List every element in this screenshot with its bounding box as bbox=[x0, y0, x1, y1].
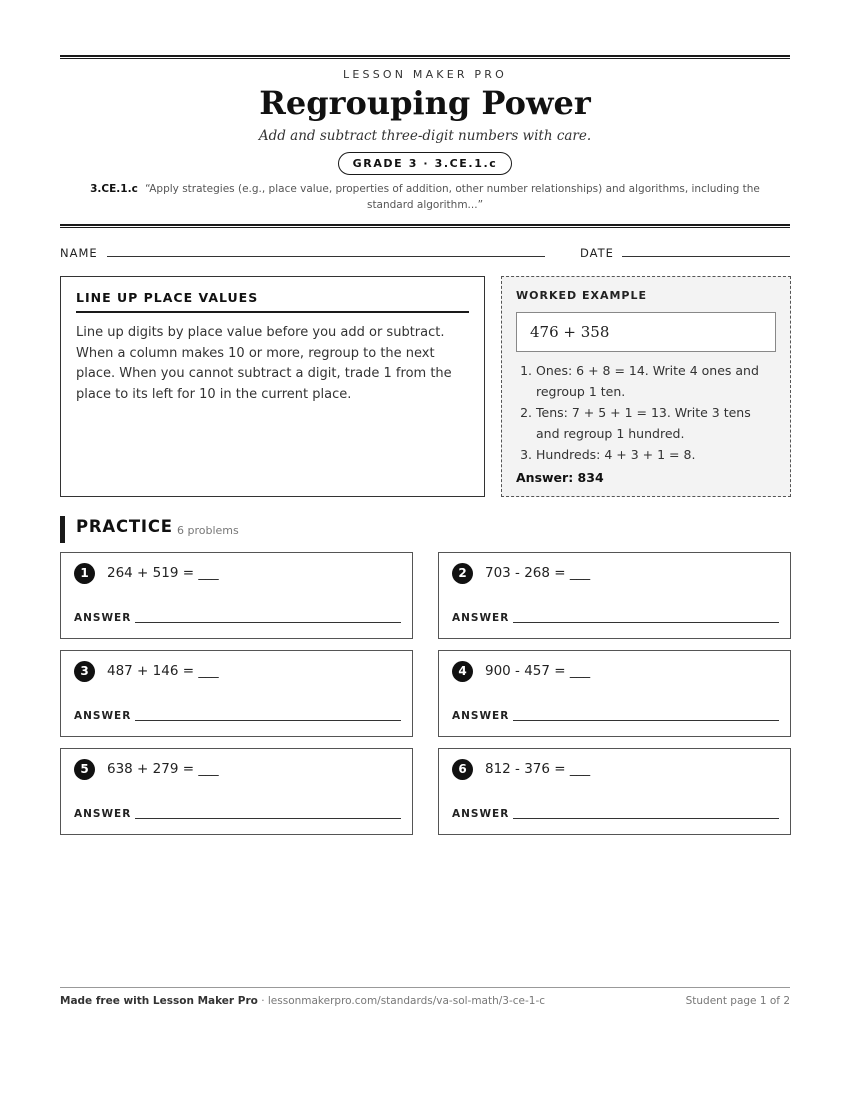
problem-number-badge: 3 bbox=[74, 661, 95, 682]
problem-number-badge: 1 bbox=[74, 563, 95, 584]
practice-count: 6 problems bbox=[177, 524, 239, 537]
answer-label: ANSWER bbox=[452, 808, 510, 820]
practice-heading: PRACTICE bbox=[76, 517, 173, 536]
footer-credit bbox=[60, 995, 545, 1007]
worksheet-title: Regrouping Power bbox=[259, 84, 591, 122]
problem-number-badge: 2 bbox=[452, 563, 473, 584]
concept-box bbox=[60, 276, 485, 497]
concept-body: Line up digits by place value before you add or subtract. When a column makes 10 or more, regroup to the next place. When you cannot subtract a digit, trade 1 from the place to its left for 10 in the current place. bbox=[76, 325, 452, 402]
problem-card bbox=[60, 552, 413, 639]
footer-rule bbox=[60, 987, 790, 988]
standard-description bbox=[80, 181, 770, 213]
problem-number-badge: 6 bbox=[452, 759, 473, 780]
standard-text: “Apply strategies (e.g., place value, properties of addition, other number relationships) and algorithms, including the standard algorithm...” bbox=[145, 183, 760, 211]
worked-example-step: 1. Ones: 6 + 8 = 14. Write 4 ones and regroup 1 ten. bbox=[536, 361, 776, 402]
problem-text: 703 - 268 = ___ bbox=[485, 565, 591, 581]
problem-card bbox=[438, 748, 791, 835]
grade-badge: GRADE 3 · 3.CE.1.c bbox=[338, 152, 513, 175]
problem-card bbox=[60, 748, 413, 835]
answer-label: ANSWER bbox=[452, 710, 510, 722]
problem-text: 638 + 279 = ___ bbox=[107, 761, 219, 777]
date-field[interactable] bbox=[622, 256, 790, 257]
footer-made-with: Made free with Lesson Maker Pro bbox=[60, 995, 258, 1007]
problem-number-badge: 4 bbox=[452, 661, 473, 682]
problem-text: 264 + 519 = ___ bbox=[107, 565, 219, 581]
answer-label: ANSWER bbox=[74, 710, 132, 722]
footer-page-number: Student page 1 of 2 bbox=[685, 995, 790, 1007]
problem-number-badge: 5 bbox=[74, 759, 95, 780]
grade-badge-wrap bbox=[60, 152, 790, 175]
problem-text: 487 + 146 = ___ bbox=[107, 663, 219, 679]
practice-accent-bar bbox=[60, 516, 65, 543]
name-label: NAME bbox=[60, 246, 98, 260]
worked-example-answer: Answer: 834 bbox=[516, 469, 604, 485]
answer-field[interactable] bbox=[513, 622, 779, 623]
standard-code: 3.CE.1.c bbox=[90, 183, 138, 195]
answer-field[interactable] bbox=[513, 818, 779, 819]
worked-example-heading: WORKED EXAMPLE bbox=[516, 289, 647, 302]
problem-card bbox=[438, 552, 791, 639]
problem-card bbox=[60, 650, 413, 737]
top-double-rule bbox=[60, 55, 790, 59]
worked-example-step: 2. Tens: 7 + 5 + 1 = 13. Write 3 tens and regroup 1 hundred. bbox=[536, 403, 776, 444]
worked-example-box bbox=[501, 276, 791, 497]
answer-field[interactable] bbox=[135, 818, 401, 819]
answer-label: ANSWER bbox=[452, 612, 510, 624]
date-label: DATE bbox=[580, 246, 614, 260]
footer-url[interactable]: · lessonmakerpro.com/standards/va-sol-math/3-ce-1-c bbox=[257, 995, 546, 1007]
answer-label: ANSWER bbox=[74, 612, 132, 624]
answer-field[interactable] bbox=[135, 720, 401, 721]
answer-field[interactable] bbox=[135, 622, 401, 623]
answer-field[interactable] bbox=[513, 720, 779, 721]
worked-example-steps bbox=[516, 361, 776, 466]
worked-example-problem: 476 + 358 bbox=[516, 312, 776, 352]
problem-card bbox=[438, 650, 791, 737]
header-bottom-rule bbox=[60, 224, 790, 228]
name-field[interactable] bbox=[107, 256, 545, 257]
problem-text: 812 - 376 = ___ bbox=[485, 761, 591, 777]
concept-heading: LINE UP PLACE VALUES bbox=[76, 290, 469, 313]
worksheet-subtitle: Add and subtract three-digit numbers with care. bbox=[258, 128, 592, 144]
answer-label: ANSWER bbox=[74, 808, 132, 820]
worked-example-step: 3. Hundreds: 4 + 3 + 1 = 8. bbox=[536, 445, 776, 466]
brand-name: LESSON MAKER PRO bbox=[343, 68, 507, 81]
problem-text: 900 - 457 = ___ bbox=[485, 663, 591, 679]
